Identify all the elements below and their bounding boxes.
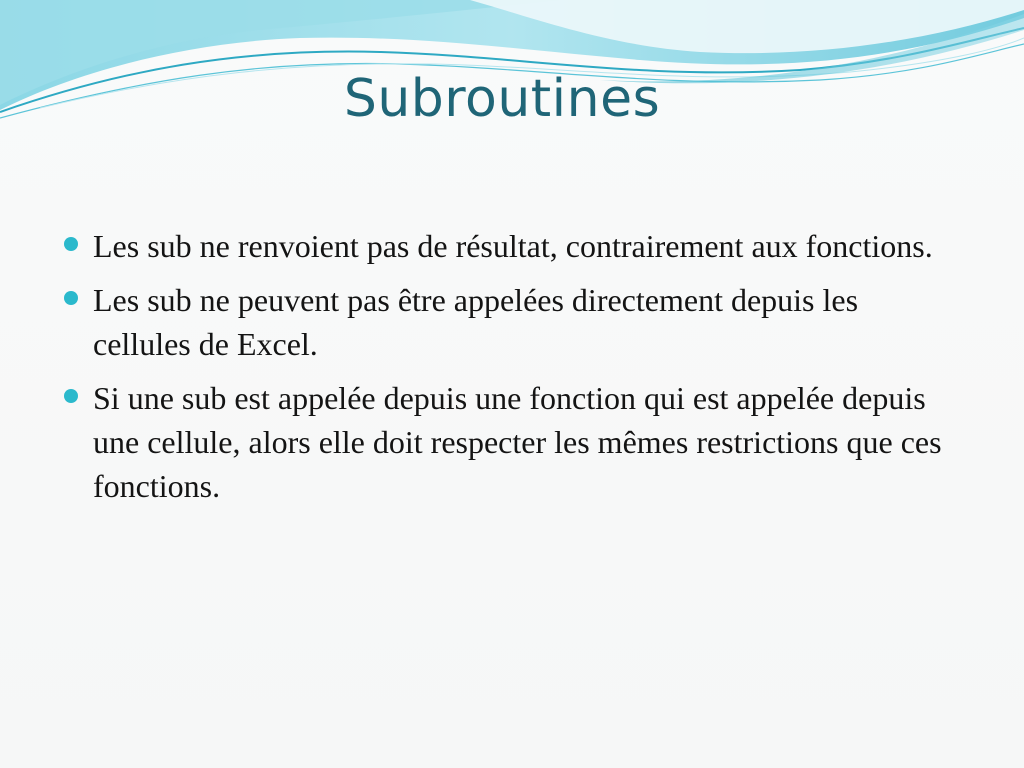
bullet-item <box>62 376 962 508</box>
bullet-list <box>62 224 962 518</box>
bullet-text: Les sub ne renvoient pas de résultat, contrairement aux fonctions. <box>93 228 933 264</box>
bullet-item <box>62 278 962 366</box>
bullet-text: Les sub ne peuvent pas être appelées directement depuis les cellules de Excel. <box>93 282 859 362</box>
bullet-text: Si une sub est appelée depuis une fonction qui est appelée depuis une cellule, alors elle doit respecter les mêmes restrictions que ces fonctions. <box>93 380 942 504</box>
slide-title: Subroutines <box>343 69 661 129</box>
bullet-dot-icon <box>64 291 78 305</box>
bullet-dot-icon <box>64 389 78 403</box>
bullet-dot-icon <box>64 237 78 251</box>
bullet-item <box>62 224 962 268</box>
